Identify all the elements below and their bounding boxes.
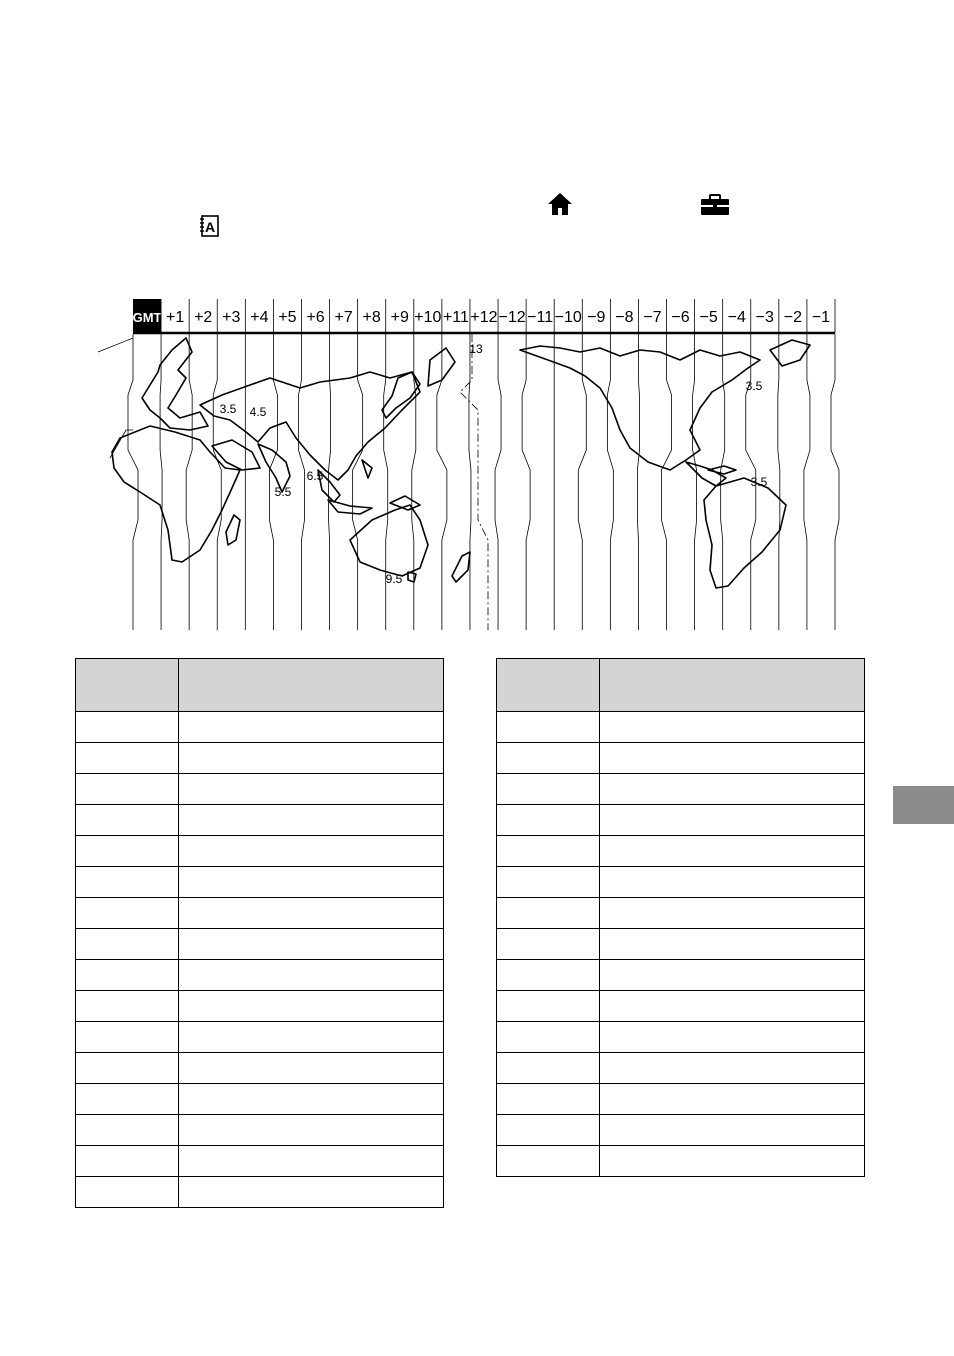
- zone-offset-annotation: 6.5: [306, 469, 324, 483]
- zone-cell: [497, 743, 600, 774]
- zone-cell: [497, 991, 600, 1022]
- city-cell: [179, 1115, 444, 1146]
- zone-label: +5: [278, 309, 297, 326]
- zone-label: +11: [442, 309, 469, 326]
- zone-label: +1: [165, 309, 185, 326]
- table-row: [76, 1084, 444, 1115]
- zone-label: −9: [587, 309, 606, 326]
- zone-boundary: [637, 334, 639, 630]
- zone-boundary: [298, 334, 304, 630]
- zone-label: −7: [643, 309, 662, 326]
- table-row: [76, 1146, 444, 1177]
- zone-offset-annotation: 3.5: [745, 379, 763, 393]
- zone-boundary: [522, 334, 530, 630]
- zone-cell: [76, 712, 179, 743]
- zone-label: +3: [222, 309, 241, 326]
- city-cell: [179, 1177, 444, 1208]
- table-header-cell: [600, 659, 865, 712]
- city-cell: [179, 712, 444, 743]
- table-row: [76, 929, 444, 960]
- zone-offset-annotation: 5.5: [274, 485, 292, 499]
- zone-label: −5: [699, 309, 718, 326]
- zone-cell: [76, 743, 179, 774]
- table-row: [497, 836, 865, 867]
- zone-cell: [497, 805, 600, 836]
- zone-boundary: [495, 334, 501, 630]
- zone-label: −1: [811, 309, 831, 326]
- zone-boundary: [831, 334, 839, 630]
- city-cell: [179, 743, 444, 774]
- time-zone-table-right: [496, 658, 865, 1177]
- zone-boundary: [213, 334, 221, 630]
- city-cell: [179, 991, 444, 1022]
- zone-boundary: [693, 334, 697, 630]
- zone-cell: [497, 867, 600, 898]
- new-guinea-outline: [390, 496, 420, 510]
- zone-label: −4: [727, 309, 746, 326]
- table-row: [76, 805, 444, 836]
- continents: [112, 338, 810, 588]
- zone-label: +7: [334, 309, 353, 326]
- zone-label: −11: [527, 309, 554, 326]
- city-cell: [179, 1022, 444, 1053]
- city-cell: [600, 1115, 865, 1146]
- zone-boundary: [469, 334, 471, 630]
- zone-cell: [76, 1177, 179, 1208]
- zone-cell: [76, 898, 179, 929]
- table-row: [76, 836, 444, 867]
- zone-label: −8: [615, 309, 634, 326]
- zone-cell: [76, 1146, 179, 1177]
- city-cell: [600, 743, 865, 774]
- table-row: [76, 960, 444, 991]
- zone-boundary: [662, 334, 672, 630]
- table-row: [76, 867, 444, 898]
- city-cell: [179, 960, 444, 991]
- table-row: [76, 898, 444, 929]
- city-cell: [179, 1146, 444, 1177]
- zone-label: −2: [783, 309, 803, 326]
- city-cell: [600, 991, 865, 1022]
- city-cell: [179, 898, 444, 929]
- zone-cell: [497, 1146, 600, 1177]
- zone-offset-annotation: 13: [469, 342, 483, 356]
- city-cell: [600, 929, 865, 960]
- city-cell: [179, 805, 444, 836]
- zone-cell: [76, 1022, 179, 1053]
- time-zone-table-left: [75, 658, 444, 1208]
- zone-cell: [497, 774, 600, 805]
- table-row: [76, 1053, 444, 1084]
- city-cell: [179, 1053, 444, 1084]
- africa-outline: [112, 426, 240, 562]
- zone-label: +9: [390, 309, 409, 326]
- zone-offset-annotation: 9.5: [385, 572, 403, 586]
- city-cell: [600, 1146, 865, 1177]
- table-row: [497, 991, 865, 1022]
- table-row: [497, 1053, 865, 1084]
- table-row: [497, 712, 865, 743]
- city-cell: [600, 898, 865, 929]
- zone-cell: [497, 712, 600, 743]
- zone-label: −10: [554, 309, 582, 326]
- australia-outline: [350, 505, 428, 576]
- zone-boundary: [578, 334, 586, 630]
- table-row: [497, 929, 865, 960]
- table-header-cell: [179, 659, 444, 712]
- table-row: [497, 1084, 865, 1115]
- zone-boundary: [160, 334, 162, 630]
- table-row: [76, 1115, 444, 1146]
- zone-boundary: [607, 334, 613, 630]
- table-row: [497, 1146, 865, 1177]
- zone-boundary: [778, 334, 780, 630]
- table-row: [497, 1022, 865, 1053]
- zone-cell: [497, 836, 600, 867]
- zone-cell: [76, 991, 179, 1022]
- zone-boundary: [128, 334, 138, 630]
- central-america-outline: [686, 462, 726, 486]
- zone-boundary: [804, 334, 810, 630]
- zone-cell: [497, 1022, 600, 1053]
- zone-cell: [497, 898, 600, 929]
- table-row: [76, 743, 444, 774]
- section-tab: [893, 786, 954, 824]
- madagascar-outline: [226, 515, 240, 545]
- zone-label: −6: [671, 309, 690, 326]
- table-row: [497, 867, 865, 898]
- svg-text:A: A: [204, 219, 216, 235]
- city-cell: [600, 1022, 865, 1053]
- table-row: [76, 1177, 444, 1208]
- table-row: [497, 960, 865, 991]
- zone-boundary: [353, 334, 363, 630]
- greenland-outline: [770, 340, 810, 366]
- table-row: [497, 805, 865, 836]
- zone-label: +6: [306, 309, 325, 326]
- europe-outline: [142, 338, 208, 430]
- city-cell: [600, 774, 865, 805]
- city-cell: [600, 712, 865, 743]
- new-zealand-outline: [452, 552, 470, 582]
- zone-cell: [497, 929, 600, 960]
- table-row: [497, 1115, 865, 1146]
- city-cell: [600, 1053, 865, 1084]
- time-zone-map: [0, 0, 954, 640]
- city-cell: [179, 867, 444, 898]
- zone-offset-annotation: 4.5: [249, 405, 267, 419]
- zone-offset-annotation: 3.5: [219, 402, 237, 416]
- zone-cell: [76, 1115, 179, 1146]
- zone-label: GMT: [132, 310, 162, 325]
- table-row: [76, 712, 444, 743]
- zone-cell: [76, 774, 179, 805]
- zone-cell: [76, 1084, 179, 1115]
- zone-cell: [76, 805, 179, 836]
- zone-boundary: [437, 334, 447, 630]
- zone-label: +4: [250, 309, 269, 326]
- table-header-cell: [497, 659, 600, 712]
- city-cell: [600, 1084, 865, 1115]
- zone-cell: [497, 960, 600, 991]
- table-row: [497, 898, 865, 929]
- table-row: [76, 991, 444, 1022]
- date-line: [460, 334, 488, 630]
- zone-label: −3: [755, 309, 774, 326]
- zone-header: [133, 299, 835, 333]
- zone-label: −12: [498, 309, 526, 326]
- zone-cell: [76, 867, 179, 898]
- zone-boundary: [186, 334, 192, 630]
- city-cell: [600, 867, 865, 898]
- zone-cell: [76, 836, 179, 867]
- table-header-row: [497, 659, 865, 712]
- asia-outline: [200, 372, 420, 480]
- zone-label: +2: [194, 309, 213, 326]
- zone-cell: [497, 1084, 600, 1115]
- table-row: [76, 774, 444, 805]
- table-row: [76, 1022, 444, 1053]
- city-cell: [179, 836, 444, 867]
- table-row: [497, 743, 865, 774]
- city-cell: [179, 929, 444, 960]
- zone-cell: [497, 1053, 600, 1084]
- table-row: [497, 774, 865, 805]
- zone-cell: [76, 960, 179, 991]
- zone-label: +12: [470, 309, 498, 326]
- city-cell: [600, 805, 865, 836]
- zone-cell: [76, 1053, 179, 1084]
- table-header-cell: [76, 659, 179, 712]
- zone-label: +8: [362, 309, 381, 326]
- zone-cell: [497, 1115, 600, 1146]
- zone-label: +10: [414, 309, 442, 326]
- city-cell: [179, 1084, 444, 1115]
- city-cell: [600, 836, 865, 867]
- city-cell: [600, 960, 865, 991]
- city-cell: [179, 774, 444, 805]
- table-header-row: [76, 659, 444, 712]
- south-america-outline: [704, 478, 786, 588]
- zone-offset-annotation: 3.5: [750, 475, 768, 489]
- zone-cell: [76, 929, 179, 960]
